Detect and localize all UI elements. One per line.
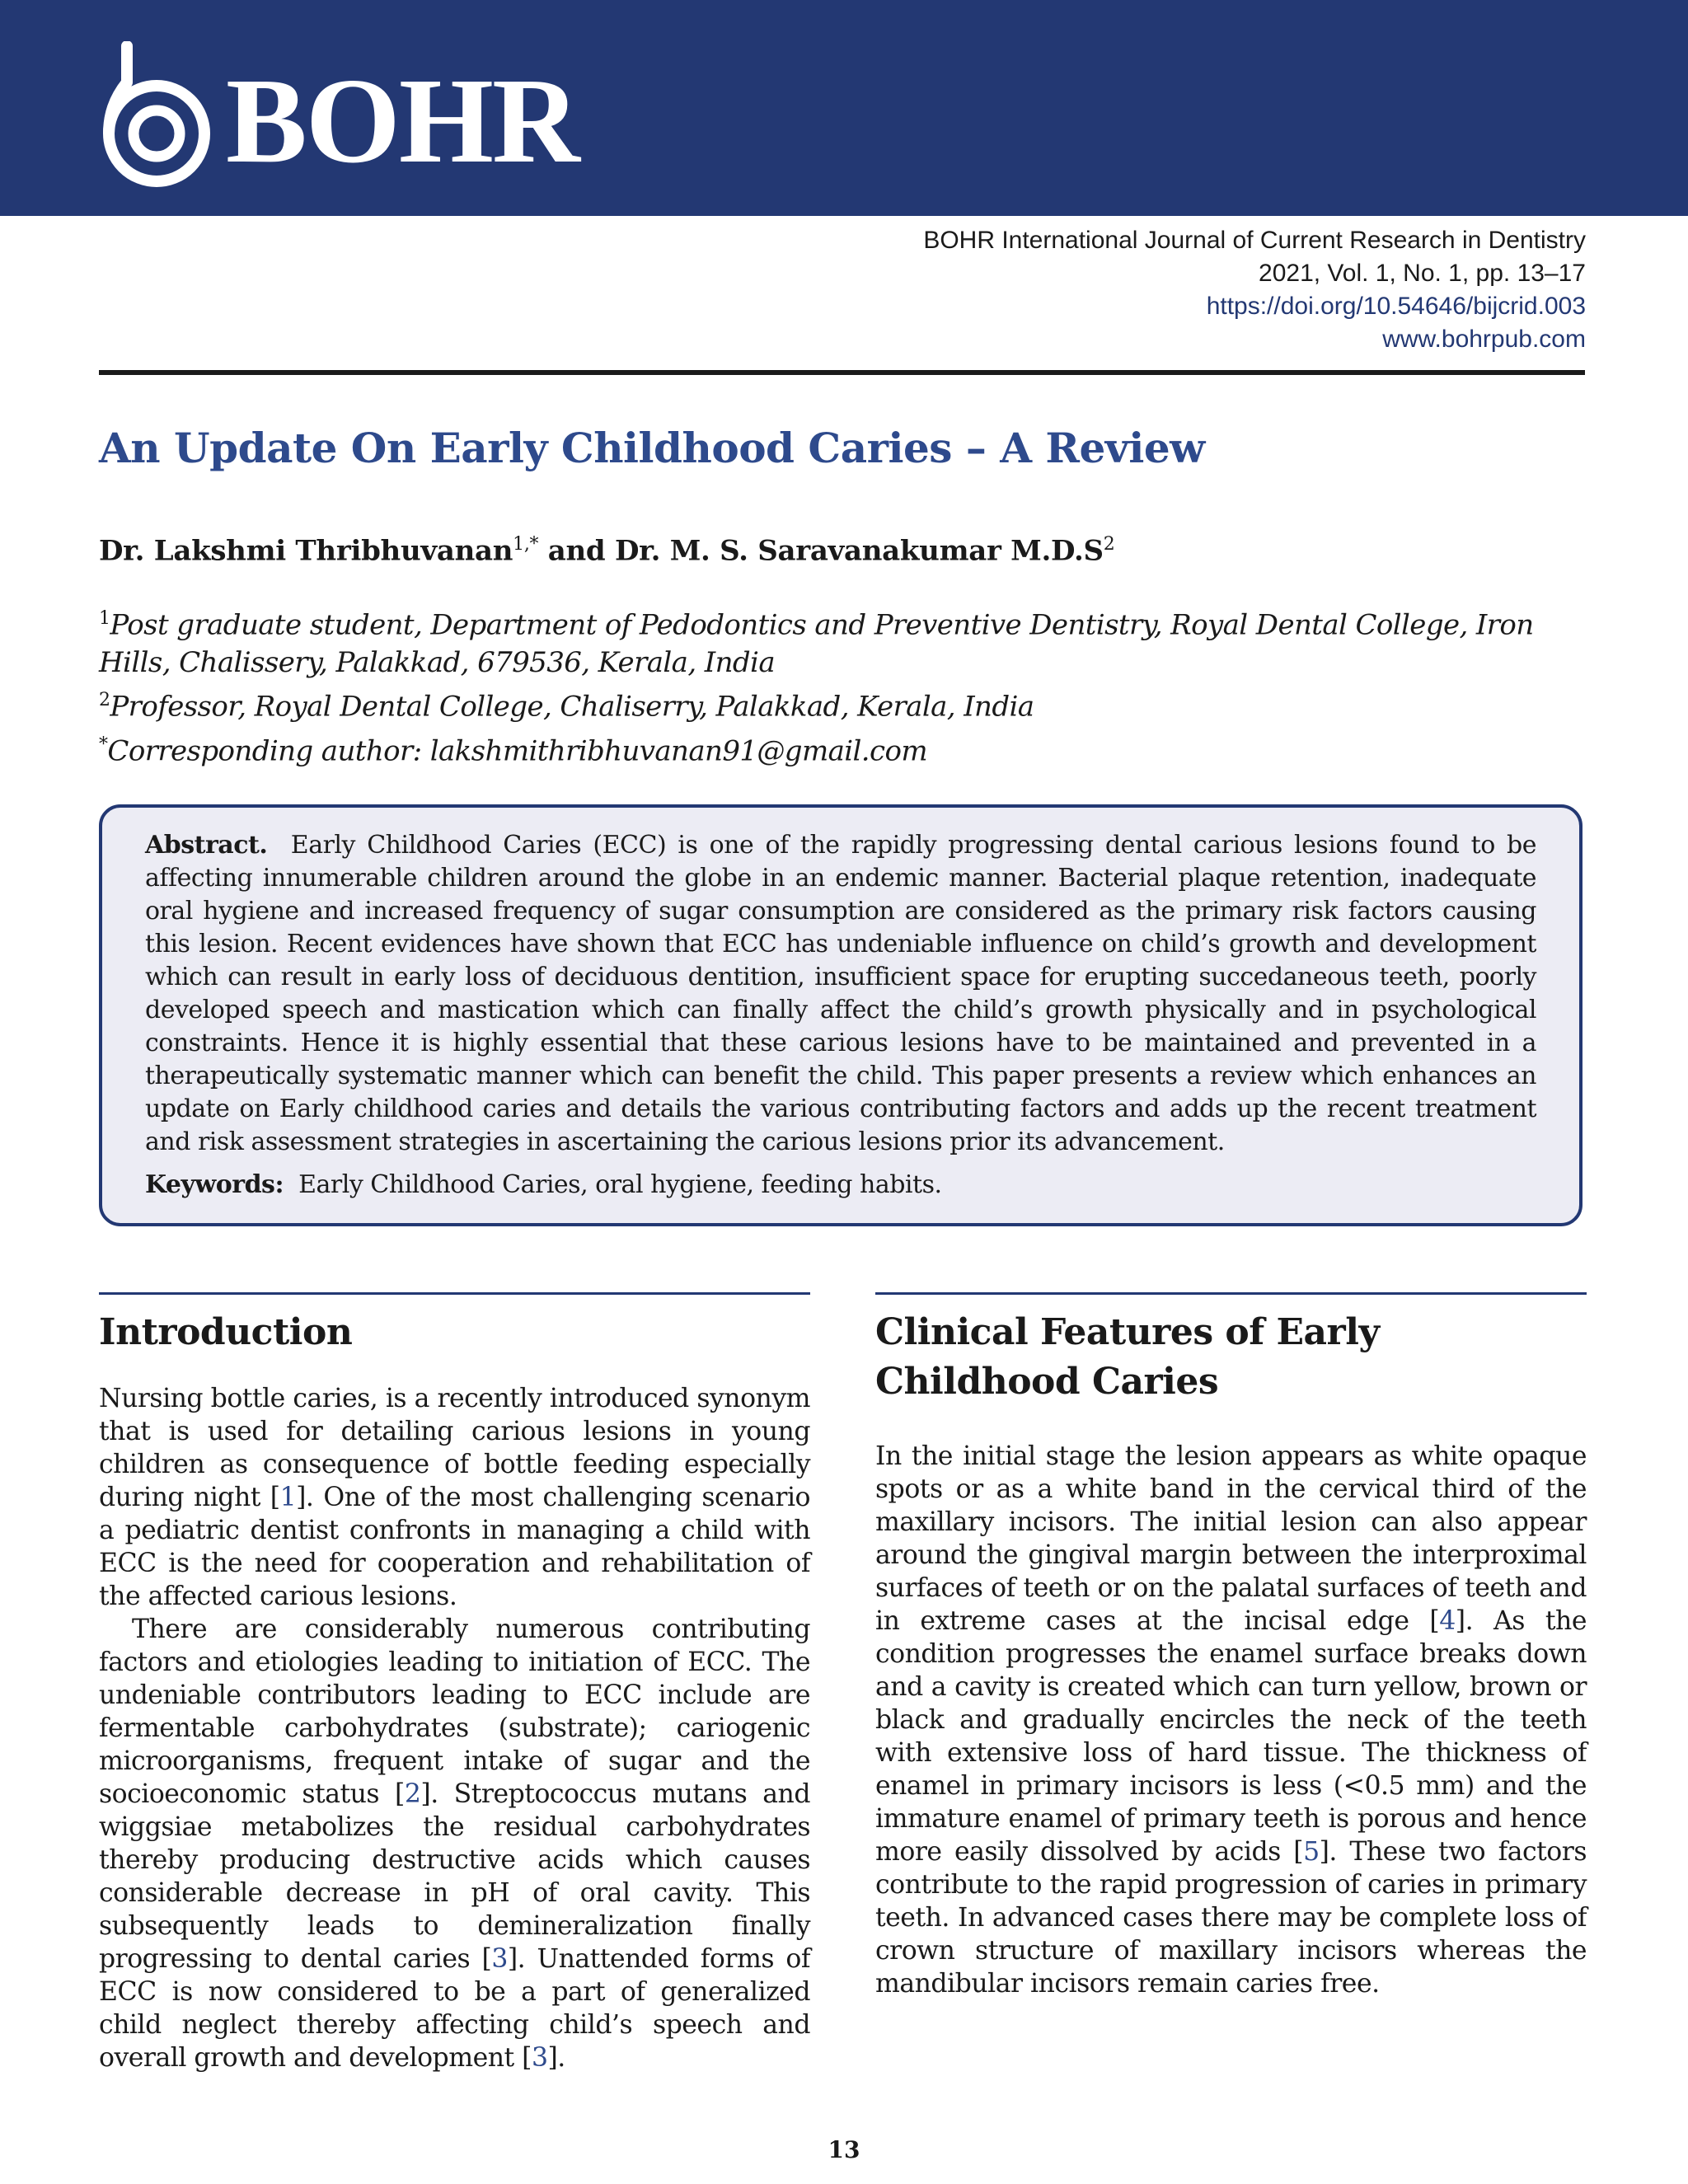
- keywords-label: Keywords:: [145, 1170, 284, 1199]
- section-divider: [875, 1292, 1587, 1295]
- doi-link[interactable]: https://doi.org/10.54646/bijcrid.003: [1206, 293, 1586, 320]
- journal-name: BOHR International Journal of Current Research in Dentistry: [923, 227, 1586, 254]
- bohr-logo[interactable]: [97, 41, 579, 190]
- abstract-text: Abstract. Early Childhood Caries (ECC) is one of the rapidly progressing dental carious lesions found to be affecting innumerable children around the globe in an endemic manner. Bacterial plaque retention, inadequate oral hygiene and increased frequency of sugar consumption are considered as the primary risk factors causing this lesion. Recent evidences have shown that ECC has undeniable influence on child’s growth and development which can result in early loss of deciduous dentition, insufficient space for erupting succedaneous teeth, poorly developed speech and mastication which can finally affect the child’s growth physically and in psychological constraints. Hence it is highly essential that these carious lesions have to be maintained and prevented in a therapeutically systematic manner which can benefit the child. This paper presents a review which enhances an update on Early childhood caries and details the various contributing factors and adds up the recent treatment and risk assessment strategies in ascertaining the carious lesions prior its advancement.: [145, 831, 1536, 1156]
- affiliation-item: $^2$Professor, Royal Dental College, Chaliserry, Palakkad, Kerala, India: [99, 690, 1034, 724]
- citation-link[interactable]: 1: [279, 1483, 297, 1512]
- paragraph: Nursing bottle caries, is a recently introduced synonym that is used for detailing carious lesions in young children as consequence of bottle feeding especially during night [1]. One of the most challenging scenario a pediatric dentist confronts in managing a child with ECC is the need for cooperation and rehabilitation of the affected carious lesions.: [99, 1384, 811, 1611]
- journal-issue: 2021, Vol. 1, No. 1, pp. 13–17: [1259, 260, 1586, 287]
- keywords: Keywords: Early Childhood Caries, oral hygiene, feeding habits.: [145, 1170, 942, 1199]
- paragraph: In the initial stage the lesion appears as white opaque spots or as a white band in the cervical third of the maxillary incisors. The initial lesion can also appear around the gingival margin between the interproximal surfaces of teeth or on the palatal surfaces of teeth and in extreme cases at the incisal edge [4]. As the condition progresses the enamel surface breaks down and a cavity is created which can turn yellow, brown or black and gradually encircles the neck of the teeth with extensive loss of hard tissue. The thickness of enamel in primary incisors is less (<0.5 mm) and the immature enamel of primary teeth is porous and hence more easily dissolved by acids [5]. These two factors contribute to the rapid progression of caries in primary teeth. In advanced cases there may be complete loss of crown structure of maxillary incisors whereas the mandibular incisors remain caries free.: [875, 1441, 1587, 1999]
- corresponding-author: *Corresponding author: lakshmithribhuvanan91@gmail.com: [99, 733, 927, 767]
- citation-link[interactable]: 5: [1303, 1837, 1320, 1867]
- citation-link[interactable]: 4: [1439, 1606, 1456, 1636]
- right-column: [875, 1292, 1587, 2000]
- abstract-box: [99, 804, 1582, 1226]
- citation-link[interactable]: 3: [491, 1944, 508, 1974]
- section-heading-introduction: Introduction: [99, 1311, 353, 1353]
- page-number: 13: [828, 2136, 860, 2163]
- left-column: [99, 1292, 810, 2074]
- journal-info: [923, 224, 1586, 356]
- citation-link[interactable]: 2: [404, 1779, 421, 1809]
- author-superscript: 1,*: [513, 534, 539, 555]
- bohr-logo-icon: [97, 41, 221, 190]
- section-heading-clinical-features: Clinical Features of Early Childhood Caries: [875, 1311, 1380, 1403]
- header-banner: [0, 0, 1688, 216]
- author-joiner: and: [538, 534, 615, 568]
- header-divider: [99, 370, 1585, 375]
- abstract-label: Abstract.: [145, 831, 268, 860]
- author-name: Dr. Lakshmi Thribhuvanan: [99, 534, 513, 568]
- article-title: An Update On Early Childhood Caries – A Review: [99, 424, 1205, 472]
- author-name: Dr. M. S. Saravanakumar M.D.S: [614, 534, 1104, 568]
- citation-link[interactable]: 3: [531, 2043, 548, 2073]
- affiliation-item: $^1$Post graduate student, Department of Pedodontics and Preventive Dentistry, Royal Dental College, Iron Hills, Chalissery, Palakkad, 679536, Kerala, India: [99, 608, 1534, 680]
- affiliations: [99, 600, 1591, 770]
- author-list: [99, 534, 1114, 567]
- paragraph: There are considerably numerous contributing factors and etiologies leading to initiation of ECC. The undeniable contributors leading to ECC include are fermentable carbohydrates (substrate); cariogenic microorganisms, frequent intake of sugar and the socioeconomic status [2]. Streptococcus mutans and wiggsiae metabolizes the residual carbohydrates thereby producing destructive acids which causes considerable decrease in pH of oral cavity. This subsequently leads to demineralization finally progressing to dental caries [3]. Unattended forms of ECC is now considered to be a part of generalized child neglect thereby affecting child’s speech and overall growth and development [3].: [99, 1615, 810, 2073]
- website-link[interactable]: www.bohrpub.com: [1382, 326, 1586, 353]
- section-divider: [99, 1292, 810, 1295]
- brand-name: BOHR: [226, 54, 579, 189]
- author-superscript: 2: [1103, 534, 1115, 555]
